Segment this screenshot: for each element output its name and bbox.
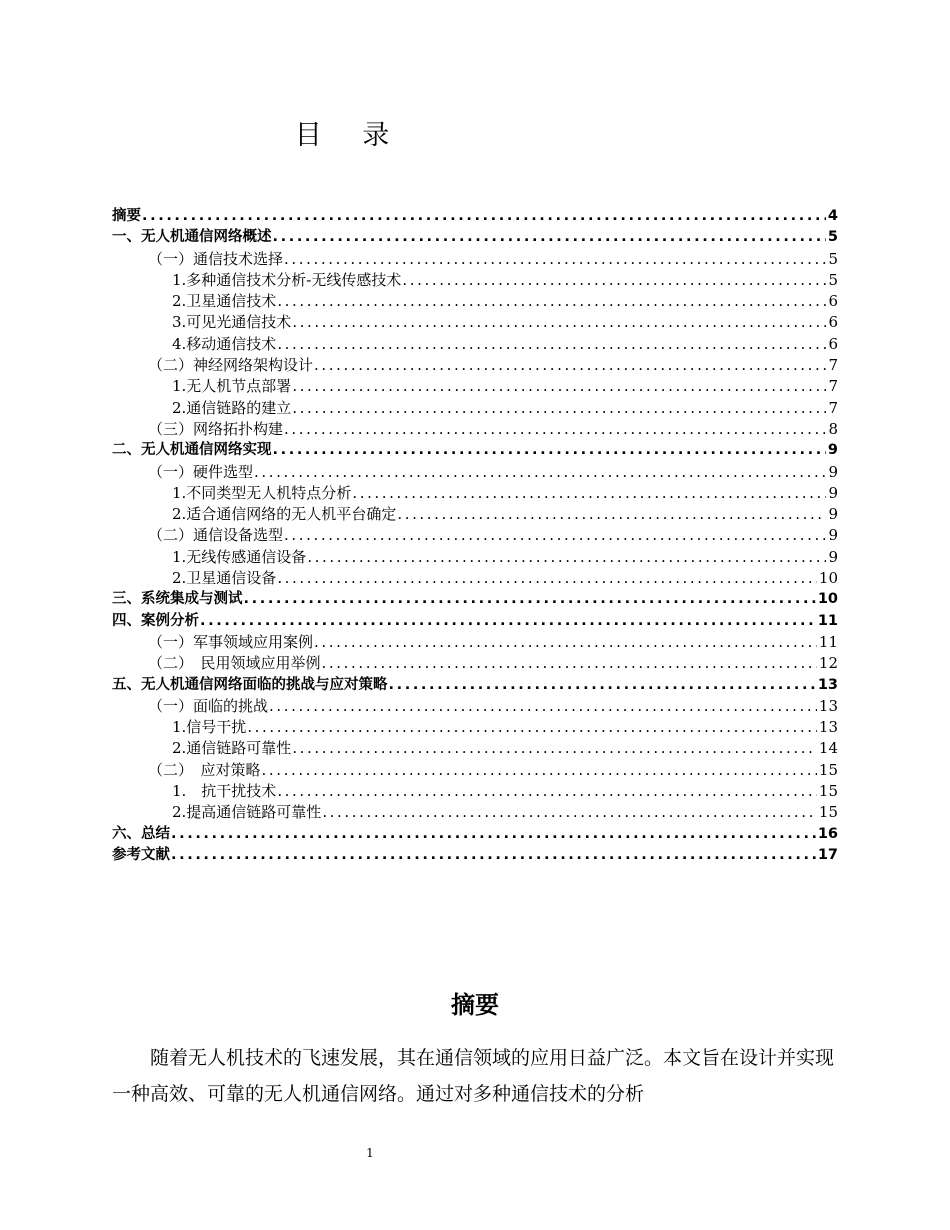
toc-entry-title: 1. 抗干扰技术 xyxy=(172,782,277,801)
toc-entry-title: 三、系统集成与测试 xyxy=(112,591,243,608)
toc-leader-dots xyxy=(254,462,826,483)
toc-entry-title: （二）神经网络架构设计 xyxy=(148,356,314,375)
page-number: 1 xyxy=(366,1146,374,1160)
toc-leader-dots xyxy=(277,291,826,312)
toc-entry[interactable] xyxy=(112,249,838,270)
toc-entry[interactable] xyxy=(112,568,838,589)
toc-entry-title: 2.提高通信链路可靠性 xyxy=(172,803,322,822)
toc-entry-title: 一、无人机通信网络概述 xyxy=(112,229,272,246)
toc-entry-title: （二） 应对策略 xyxy=(148,760,261,779)
toc-entry-page: 17 xyxy=(817,846,838,863)
toc-leader-dots xyxy=(262,760,817,781)
toc-entry-page: 14 xyxy=(818,739,838,758)
toc-entry-title: 4.移动通信技术 xyxy=(172,334,277,353)
toc-entry[interactable] xyxy=(112,632,838,653)
toc-entry-title: 3.可见光通信技术 xyxy=(172,313,292,332)
toc-entry[interactable] xyxy=(112,824,838,845)
toc-entry-title: 2.通信链路可靠性 xyxy=(172,739,292,758)
toc-entry-title: 1.无线传感通信设备 xyxy=(172,547,307,566)
toc-leader-dots xyxy=(397,504,826,525)
toc-entry[interactable] xyxy=(112,462,838,483)
toc-entry-page: 5 xyxy=(828,249,838,268)
toc-entry-page: 4 xyxy=(827,208,838,224)
toc-entry-page: 9 xyxy=(828,483,838,502)
toc-leader-dots xyxy=(284,249,826,270)
toc-leader-dots xyxy=(277,781,817,802)
toc-entry[interactable] xyxy=(112,760,838,781)
toc-entry-page: 13 xyxy=(817,676,838,693)
toc-entry[interactable] xyxy=(112,802,838,823)
toc-leader-dots xyxy=(292,738,817,759)
toc-entry-title: （三）网络拓扑构建 xyxy=(148,419,284,438)
toc-entry-title: 2.适合通信网络的无人机平台确定 xyxy=(172,505,397,524)
toc-entry-page: 9 xyxy=(827,442,838,459)
toc-entry-title: （一）军事领域应用案例 xyxy=(148,632,314,651)
toc-entry-page: 7 xyxy=(828,377,838,396)
toc-entry-title: （二） 民用领域应用举例 xyxy=(148,654,321,673)
toc-entry-title: 六、总结 xyxy=(112,825,170,842)
toc-entry-title: 1.信号干扰 xyxy=(172,718,247,737)
toc-leader-dots xyxy=(352,483,826,504)
toc-entry[interactable] xyxy=(112,696,838,717)
toc-entry-page: 13 xyxy=(818,718,838,737)
toc-leader-dots xyxy=(322,653,817,674)
toc-leader-dots xyxy=(273,227,826,248)
toc-entry[interactable] xyxy=(112,206,838,227)
toc-entry-page: 6 xyxy=(828,313,838,332)
toc-entry-title: 1.无人机节点部署 xyxy=(172,377,292,396)
toc-entry[interactable] xyxy=(112,504,838,525)
toc-entry-page: 6 xyxy=(828,334,838,353)
abstract-title: 摘要 xyxy=(451,991,499,1019)
toc-entry[interactable] xyxy=(112,376,838,397)
toc-entry-page: 16 xyxy=(817,825,838,842)
toc-entry[interactable] xyxy=(112,653,838,674)
toc-entry-page: 12 xyxy=(818,654,838,673)
toc-entry[interactable] xyxy=(112,312,838,333)
toc-entry[interactable] xyxy=(112,611,838,632)
toc-entry-page: 7 xyxy=(828,356,838,375)
toc-leader-dots xyxy=(277,334,826,355)
toc-entry-page: 8 xyxy=(828,419,838,438)
toc-leader-dots xyxy=(292,398,826,419)
toc-entry-title: 2.通信链路的建立 xyxy=(172,398,292,417)
toc-entry[interactable] xyxy=(112,845,838,866)
toc-leader-dots xyxy=(171,824,816,845)
toc-leader-dots xyxy=(284,419,826,440)
toc-leader-dots xyxy=(314,632,817,653)
toc-leader-dots xyxy=(142,206,826,227)
toc-entry-page: 11 xyxy=(817,612,838,629)
toc-entry-title: 2.卫星通信技术 xyxy=(172,292,277,311)
toc-entry-title: （一）通信技术选择 xyxy=(148,249,284,268)
toc-entry-title: 1.不同类型无人机特点分析 xyxy=(172,483,352,502)
toc-leader-dots xyxy=(322,802,817,823)
toc-entry-page: 6 xyxy=(828,292,838,311)
toc-entry-page: 9 xyxy=(828,505,838,524)
toc-entry-page: 15 xyxy=(818,803,838,822)
toc-entry[interactable] xyxy=(112,227,838,248)
toc-leader-dots xyxy=(277,568,817,589)
toc-leader-dots xyxy=(389,675,816,696)
toc-leader-dots xyxy=(244,589,816,610)
table-of-contents xyxy=(112,206,838,866)
toc-entry[interactable] xyxy=(112,675,838,696)
toc-title: 目 录 xyxy=(294,120,406,151)
toc-leader-dots xyxy=(307,547,826,568)
toc-entry-title: （一）硬件选型 xyxy=(148,462,254,481)
toc-entry-page: 9 xyxy=(828,462,838,481)
toc-entry-title: 五、无人机通信网络面临的挑战与应对策略 xyxy=(112,676,388,693)
toc-entry[interactable] xyxy=(112,589,838,610)
toc-entry-title: 2.卫星通信设备 xyxy=(172,569,277,588)
toc-entry[interactable] xyxy=(112,440,838,461)
toc-entry-page: 11 xyxy=(818,632,838,651)
toc-entry-title: 1.多种通信技术分析-无线传感技术 xyxy=(172,270,402,289)
toc-entry[interactable] xyxy=(112,483,838,504)
toc-entry[interactable] xyxy=(112,334,838,355)
toc-entry[interactable] xyxy=(112,398,838,419)
toc-entry[interactable] xyxy=(112,291,838,312)
toc-entry-page: 7 xyxy=(828,398,838,417)
toc-entry-page: 5 xyxy=(828,270,838,289)
toc-entry[interactable] xyxy=(112,781,838,802)
toc-entry-title: 二、无人机通信网络实现 xyxy=(112,442,272,459)
toc-entry-page: 5 xyxy=(827,229,838,246)
toc-entry[interactable] xyxy=(112,270,838,291)
toc-leader-dots xyxy=(200,611,816,632)
toc-entry-title: （二）通信设备选型 xyxy=(148,526,284,545)
toc-entry-page: 15 xyxy=(818,782,838,801)
toc-leader-dots xyxy=(314,355,826,376)
toc-entry-page: 13 xyxy=(818,696,838,715)
toc-entry-title: 参考文献 xyxy=(112,846,170,863)
toc-entry-page: 9 xyxy=(828,526,838,545)
toc-entry[interactable] xyxy=(112,738,838,759)
toc-leader-dots xyxy=(402,270,826,291)
toc-entry[interactable] xyxy=(112,547,838,568)
toc-entry[interactable] xyxy=(112,419,838,440)
toc-leader-dots xyxy=(284,525,826,546)
toc-entry[interactable] xyxy=(112,525,838,546)
toc-leader-dots xyxy=(269,696,817,717)
toc-entry-title: （一）面临的挑战 xyxy=(148,696,269,715)
toc-leader-dots xyxy=(292,376,826,397)
toc-leader-dots xyxy=(171,845,816,866)
toc-entry-page: 10 xyxy=(818,569,838,588)
toc-entry-page: 15 xyxy=(818,760,838,779)
toc-leader-dots xyxy=(273,440,826,461)
toc-entry-page: 9 xyxy=(828,547,838,566)
toc-leader-dots xyxy=(247,717,817,738)
toc-entry-title: 摘要 xyxy=(112,208,141,224)
toc-entry[interactable] xyxy=(112,717,838,738)
toc-leader-dots xyxy=(292,312,826,333)
toc-entry[interactable] xyxy=(112,355,838,376)
toc-entry-title: 四、案例分析 xyxy=(112,612,199,629)
toc-entry-page: 10 xyxy=(817,591,838,608)
abstract-paragraph: 随着无人机技术的飞速发展，其在通信领域的应用日益广泛。本文旨在设计并实现一种高效、可靠的无人机通信网络。通过对多种通信技术的分析 xyxy=(112,1047,835,1105)
